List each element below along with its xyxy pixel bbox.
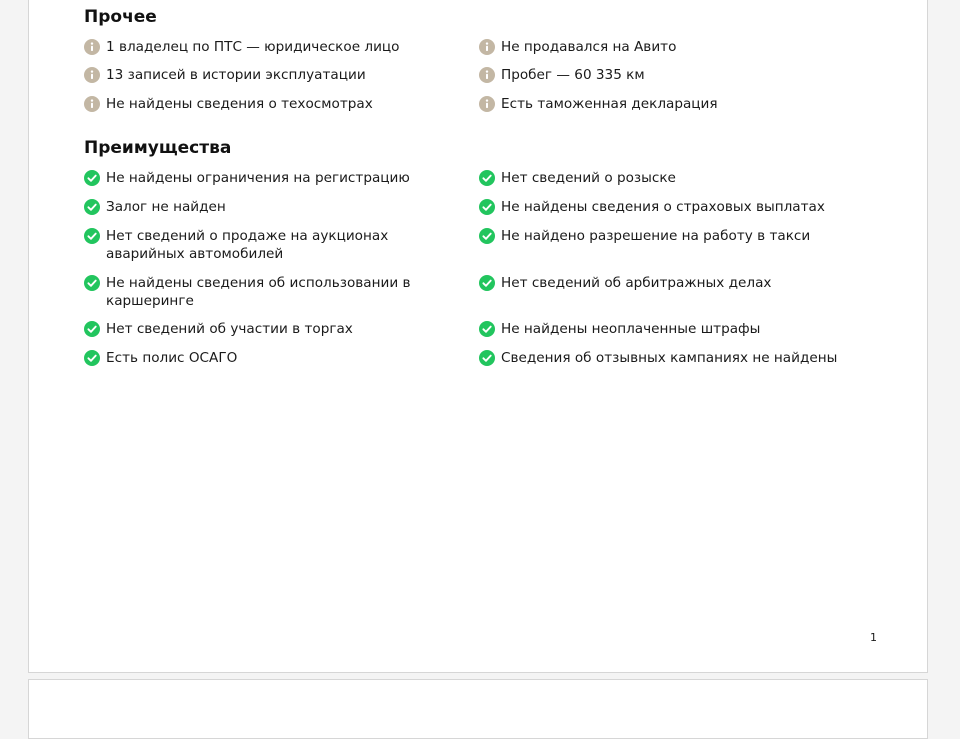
report-page (28, 0, 928, 673)
info-icon (479, 96, 495, 112)
check-icon (84, 170, 100, 186)
other-item: Есть таможенная декларация (479, 95, 859, 113)
other-item: Не найдены сведения о техосмотрах (84, 95, 464, 113)
advantage-item: Сведения об отзывных кампаниях не найдены (479, 349, 859, 367)
advantage-item: Не найдены ограничения на регистрацию (84, 169, 464, 187)
advantage-item: Нет сведений о продаже на аукционах аварийных автомобилей (84, 227, 464, 263)
advantage-item: Нет сведений о розыске (479, 169, 859, 187)
check-icon (84, 321, 100, 337)
info-icon (479, 67, 495, 83)
check-icon (479, 275, 495, 291)
info-icon (84, 67, 100, 83)
advantage-item: Залог не найден (84, 198, 464, 216)
check-icon (479, 321, 495, 337)
check-icon (479, 199, 495, 215)
advantage-item: Не найдены неоплаченные штрафы (479, 320, 859, 338)
check-icon (84, 275, 100, 291)
advantage-item: Нет сведений об участии в торгах (84, 320, 464, 338)
other-item: Не продавался на Авито (479, 38, 859, 56)
page-number: 1 (870, 631, 877, 644)
check-icon (479, 228, 495, 244)
advantage-item: Не найдено разрешение на работу в такси (479, 227, 859, 245)
info-icon (84, 39, 100, 55)
other-item: 13 записей в истории эксплуатации (84, 66, 464, 84)
info-icon (479, 39, 495, 55)
check-icon (84, 228, 100, 244)
advantage-item: Не найдены сведения о страховых выплатах (479, 198, 859, 216)
advantage-item: Нет сведений об арбитражных делах (479, 274, 859, 292)
check-icon (479, 170, 495, 186)
advantage-item: Есть полис ОСАГО (84, 349, 464, 367)
other-item: 1 владелец по ПТС — юридическое лицо (84, 38, 464, 56)
section-title-advantages: Преимущества (84, 138, 232, 158)
check-icon (84, 350, 100, 366)
section-title-other: Прочее (84, 7, 157, 27)
check-icon (479, 350, 495, 366)
check-icon (84, 199, 100, 215)
advantage-item: Не найдены сведения об использовании в каршеринге (84, 274, 464, 310)
info-icon (84, 96, 100, 112)
other-item: Пробег — 60 335 км (479, 66, 859, 84)
next-page (28, 679, 928, 739)
